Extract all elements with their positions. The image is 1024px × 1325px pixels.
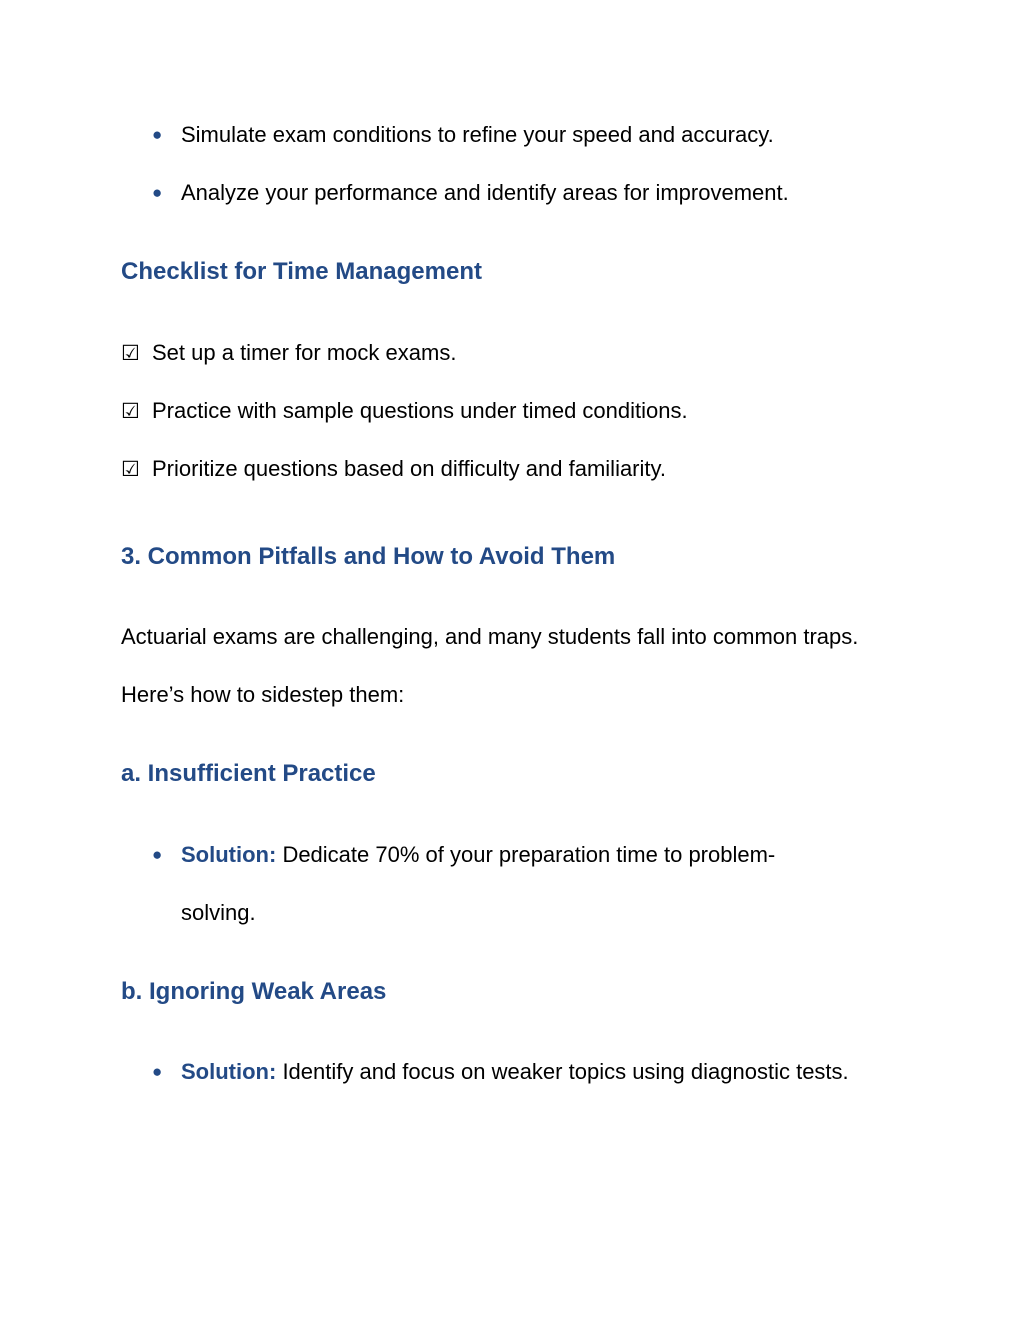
section-intro-paragraph: Actuarial exams are challenging, and many students fall into common traps. Here’s how to sidestep them: (121, 624, 859, 707)
checkbox-checked-icon: ☑ (121, 457, 140, 481)
bullet-icon: ● (152, 1062, 163, 1081)
pitfall-a-list (121, 826, 821, 942)
checklist-item (121, 324, 688, 382)
list-item (121, 164, 941, 222)
checklist-item-text: Set up a timer for mock exams. (152, 340, 457, 365)
list-item (121, 826, 821, 942)
checklist-item-text: Practice with sample questions under timed conditions. (152, 398, 688, 423)
solution-label: Solution: (181, 1059, 277, 1084)
solution-text: Dedicate 70% of your preparation time to problem-solving. (181, 842, 776, 925)
bullet-icon: ● (152, 845, 163, 864)
bullet-icon: ● (152, 125, 163, 144)
pitfall-b-list (121, 1043, 941, 1101)
pitfall-a-heading: a. Insufficient Practice (121, 760, 376, 787)
checklist-heading: Checklist for Time Management (121, 258, 482, 285)
list-item (121, 1043, 941, 1101)
checkbox-checked-icon: ☑ (121, 399, 140, 423)
checkbox-checked-icon: ☑ (121, 341, 140, 365)
checklist-item (121, 382, 688, 440)
checklist-item-text: Prioritize questions based on difficulty and familiarity. (152, 456, 666, 481)
list-item (121, 106, 941, 164)
top-bullet-list (121, 106, 941, 222)
solution-label: Solution: (181, 842, 277, 867)
section-heading: 3. Common Pitfalls and How to Avoid Them (121, 543, 616, 570)
bullet-icon: ● (152, 183, 163, 202)
checklist-item (121, 440, 688, 498)
checklist (121, 324, 688, 498)
list-item-text: Simulate exam conditions to refine your speed and accuracy. (181, 122, 774, 147)
solution-text: Identify and focus on weaker topics using diagnostic tests. (282, 1059, 849, 1084)
list-item-text: Analyze your performance and identify areas for improvement. (181, 180, 789, 205)
pitfall-b-heading: b. Ignoring Weak Areas (121, 978, 387, 1005)
